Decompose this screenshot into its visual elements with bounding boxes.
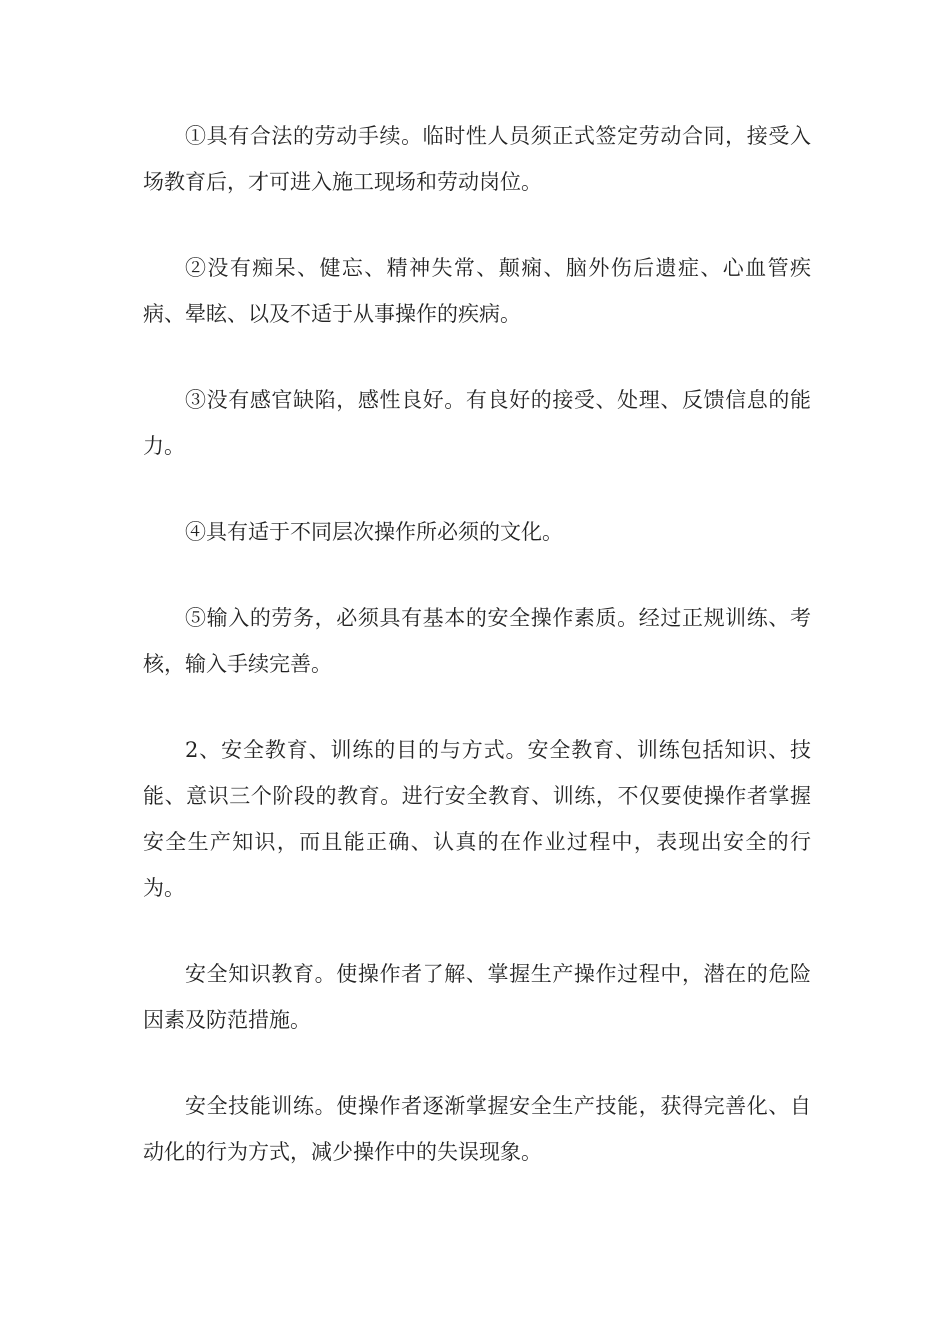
paragraph-requirement-3: ③没有感官缺陷，感性良好。有良好的接受、处理、反馈信息的能力。 [143, 388, 811, 458]
paragraph-requirement-2: ②没有痴呆、健忘、精神失常、颠痫、脑外伤后遗症、心血管疾病、晕眩、以及不适于从事操作的疾病。 [143, 256, 811, 326]
paragraph-requirement-4: ④具有适于不同层次操作所必须的文化。 [185, 520, 563, 544]
paragraph-skill-training: 安全技能训练。使操作者逐渐掌握安全生产技能，获得完善化、自动化的行为方式，减少操作中的失误现象。 [143, 1094, 811, 1164]
paragraph-section-2: 2、安全教育、训练的目的与方式。安全教育、训练包括知识、技能、意识三个阶段的教育。进行安全教育、训练，不仅要使操作者掌握安全生产知识，而且能正确、认真的在作业过程中，表现出安全的行为。 [143, 738, 811, 900]
paragraph-requirement-5: ⑤输入的劳务，必须具有基本的安全操作素质。经过正规训练、考核，输入手续完善。 [143, 606, 811, 676]
document-body [143, 113, 811, 1215]
paragraph-knowledge-education: 安全知识教育。使操作者了解、掌握生产操作过程中，潜在的危险因素及防范措施。 [143, 962, 811, 1032]
paragraph-requirement-1: ①具有合法的劳动手续。临时性人员须正式签定劳动合同，接受入场教育后，才可进入施工现场和劳动岗位。 [143, 124, 811, 194]
